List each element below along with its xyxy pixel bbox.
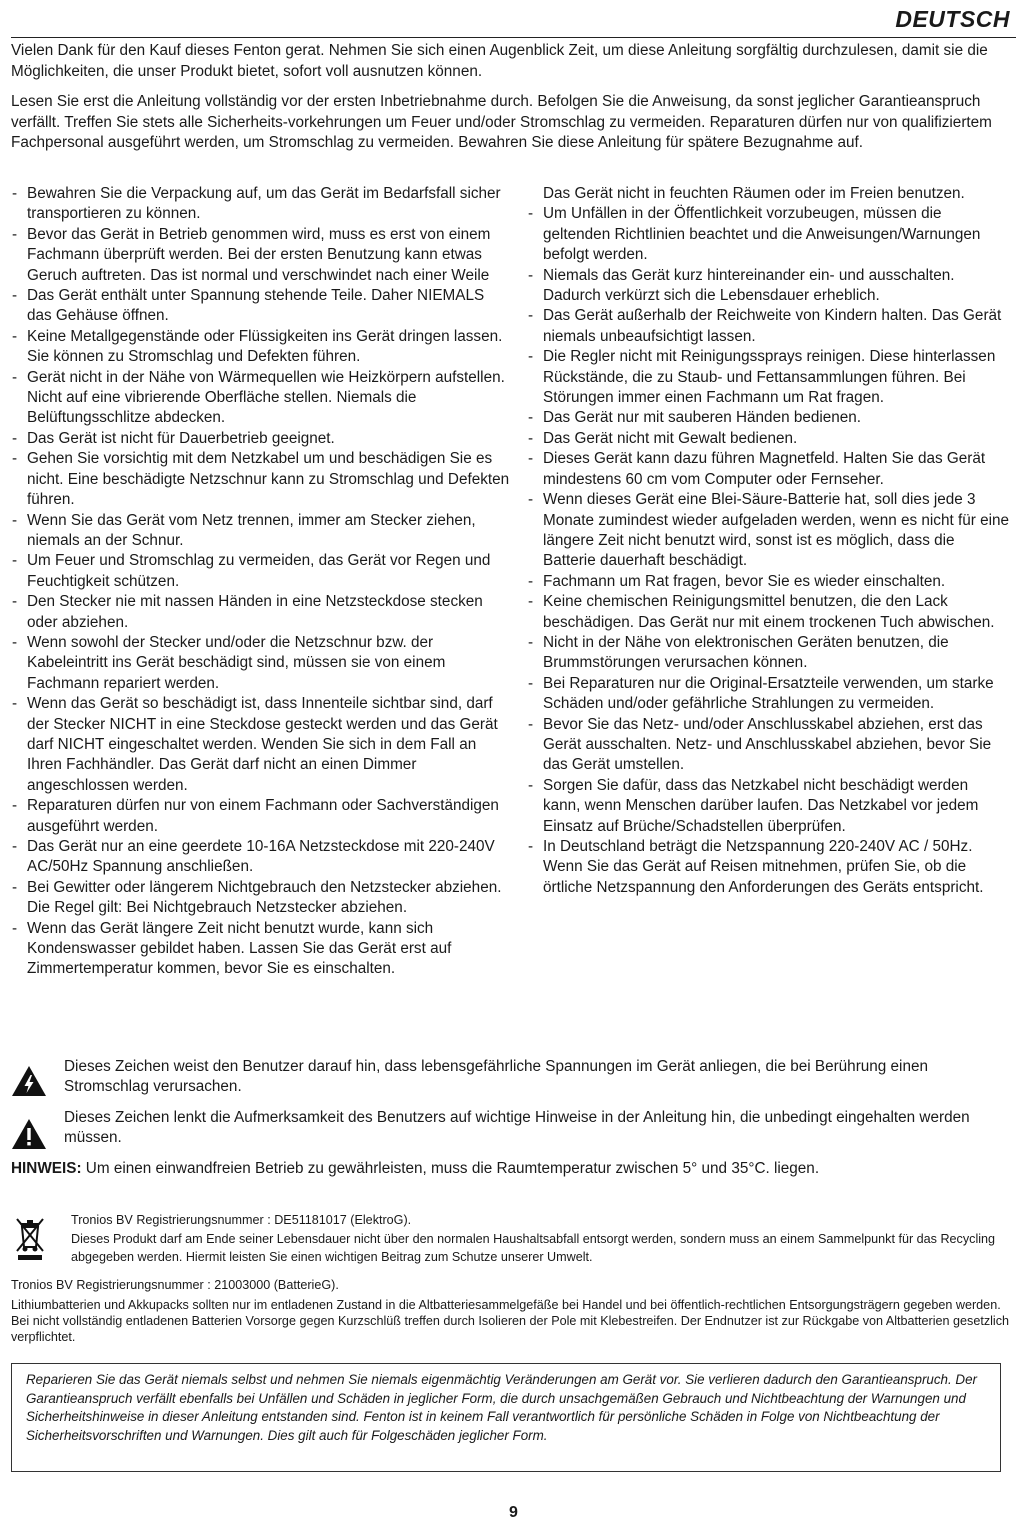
safety-item: - Das Gerät nicht mit Gewalt bedienen. <box>527 429 1009 449</box>
safety-item: - Das Gerät nur mit sauberen Händen bedienen. <box>527 408 1009 428</box>
safety-item: - Reparaturen dürfen nur von einem Fachmann oder Sachverständigen ausgeführt werden. <box>11 796 511 837</box>
battery-disposal-text: Lithiumbatterien und Akkupacks sollten nur im entladenen Zustand in die Altbatteriesammelgefäße bei Handel und bei öffentlich-rechtlichen Entsorgungsträgern gegeben werden. Bei nicht vollständig entladenen Batterien Vorsorge gegen Kurzschlüß treffen durch Isolieren der Pole mit Klebestreifen. Der Endnutzer ist zur Rückgabe von Altbatterien gesetzlich verpflichtet. <box>11 1298 1010 1345</box>
crossed-bin-icon <box>15 1215 45 1261</box>
voltage-warning-text: Dieses Zeichen weist den Benutzer darauf hin, dass lebensgefährliche Spannungen im Gerät anliegen, die bei Berührung einen Stromschlag verursachen. <box>64 1058 928 1096</box>
safety-item: - Wenn sowohl der Stecker und/oder die Netzschnur bzw. der Kabeleintritt ins Gerät beschädigt sind, müssen sie von einem Fachmann repariert werden. <box>11 633 511 694</box>
header-divider <box>11 37 1016 38</box>
language-heading: DEUTSCH <box>895 6 1010 32</box>
safety-item: - Nicht in der Nähe von elektronischen Geräten benutzen, die Brummstörungen verursachen können. <box>527 633 1009 674</box>
safety-item: - Um Feuer und Stromschlag zu vermeiden, das Gerät vor Regen und Feuchtigkeit schützen. <box>11 551 511 592</box>
safety-item: - Bevor das Gerät in Betrieb genommen wird, muss es erst von einem Fachmann überprüft werden. Bei der ersten Benutzung kann etwas Geruch auftreten. Das ist normal und verschwindet nach einer Weile <box>11 225 511 286</box>
intro-paragraph: Vielen Dank für den Kauf dieses Fenton gerat. Nehmen Sie sich einen Augenblick Zeit, um diese Anleitung sorgfältig durchzulesen, damit sie die Möglichkeiten, die unser Produkt bietet, sofort voll ausnutzen können. <box>11 42 988 80</box>
note-text: Um einen einwandfreien Betrieb zu gewährleisten, muss die Raumtemperatur zwischen 5° und 35°C. liegen. <box>81 1160 820 1177</box>
safety-item: - Wenn Sie das Gerät vom Netz trennen, immer am Stecker ziehen, niemals an der Schnur. <box>11 511 511 552</box>
safety-item: - Keine chemischen Reinigungsmittel benutzen, die den Lack beschädigen. Das Gerät nur mit einem trockenen Tuch abwischen. <box>527 592 1009 633</box>
attention-warning-text: Dieses Zeichen lenkt die Aufmerksamkeit des Benutzers auf wichtige Hinweise in der Anleitung hin, die unbedingt eingehalten werden müssen. <box>64 1109 970 1147</box>
safety-item: - Das Gerät außerhalb der Reichweite von Kindern halten. Das Gerät niemals unbeaufsichtigt lassen. <box>527 306 1009 347</box>
weee-text <box>71 1211 1011 1267</box>
safety-item: - Bewahren Sie die Verpackung auf, um das Gerät im Bedarfsfall sicher transportieren zu können. <box>11 184 511 225</box>
warranty-disclaimer-text: Reparieren Sie das Gerät niemals selbst und nehmen Sie niemals eigenmächtig Veränderungen am Gerät vor. Sie verlieren dadurch den Garantieanspruch. Der Garantieanspruch verfällt ebenfalls bei Unfällen und Schäden in jeglicher Form, die durch unsachgemäßen Gebrauch und Nichtbeachtung der Warnungen und Sicherheitshinweise in dieser Anleitung entstanden sind. Fenton ist in keinem Fall verantwortlich für persönliche Schäden in Folge von Nichtbeachtung der Sicherheitsvorschriften und Warnungen. Dies gilt auch für Folgeschäden jeglicher Form. <box>26 1372 978 1443</box>
weee-registration: Tronios BV Registrierungsnummer : DE51181017 (ElektroG). <box>71 1213 412 1227</box>
safety-item: - Wenn dieses Gerät eine Blei-Säure-Batterie hat, soll dies jede 3 Monate zumindest wieder aufgeladen werden, wenn es nicht für eine längere Zeit nicht benutzt wird, sonst ist es möglich, dass die Batterie dauerhaft beschädigt. <box>527 490 1009 572</box>
safety-item: - Das Gerät nur an eine geerdete 10-16A Netzsteckdose mit 220-240V AC/50Hz Spannung anschließen. <box>11 837 511 878</box>
safety-item: - Das Gerät enthält unter Spannung stehende Teile. Daher NIEMALS das Gehäuse öffnen. <box>11 286 511 327</box>
safety-item: - Bei Reparaturen nur die Original-Ersatzteile verwenden, um starke Schäden und/oder gefährliche Strahlungen zu vermeiden. <box>527 674 1009 715</box>
safety-item-continuation: Das Gerät nicht in feuchten Räumen oder im Freien benutzen. <box>543 185 965 202</box>
safety-item: - Die Regler nicht mit Reinigungssprays reinigen. Diese hinterlassen Rückstände, die zu Staub- und Fettansammlungen führen. Bei Störungen immer einen Fachmann um Rat fragen. <box>527 347 1009 408</box>
safety-item: - Wenn das Gerät so beschädigt ist, dass Innenteile sichtbar sind, darf der Stecker NICHT in eine Steckdose gesteckt werden und das Gerät darf NICHT eingeschaltet werden. Wenden Sie sich in dem Fall an Ihren Fachhändler. Das Gerät darf nicht an einen Dimmer angeschlossen werden. <box>11 694 511 796</box>
battery-registration: Tronios BV Registrierungsnummer : 21003000 (BatterieG). <box>11 1278 339 1292</box>
safety-item: - Sorgen Sie dafür, dass das Netzkabel nicht beschädigt werden kann, wenn Menschen darüber laufen. Das Netzkabel vor jedem Einsatz auf Brüche/Schadstellen überprüfen. <box>527 776 1009 837</box>
safety-item: - Gerät nicht in der Nähe von Wärmequellen wie Heizkörpern aufstellen. Nicht auf eine vibrierende Oberfläche stellen. Niemals die Belüftungsschlitze abdecken. <box>11 368 511 429</box>
safety-list-left <box>11 184 511 980</box>
page-number: 9 <box>509 1504 518 1521</box>
temperature-note <box>11 1159 1001 1179</box>
safety-item: - Den Stecker nie mit nassen Händen in eine Netzsteckdose stecken oder abziehen. <box>11 592 511 633</box>
warranty-disclaimer-box <box>11 1363 1001 1472</box>
safety-item: - Dieses Gerät kann dazu führen Magnetfeld. Halten Sie das Gerät mindestens 60 cm vom Computer oder Fernseher. <box>527 449 1009 490</box>
safety-list-right <box>527 184 1009 898</box>
intro-paragraph: Lesen Sie erst die Anleitung vollständig vor der ersten Inbetriebnahme durch. Befolgen Sie die Anweisung, da sonst jeglicher Garantieanspruch verfällt. Treffen Sie stets alle Sicherheits-vorkehrungen um Feuer und/oder Stromschlag zu vermeiden. Reparaturen dürfen nur von qualifiziertem Fachpersonal ausgeführt werden, um Stromschlag zu vermeiden. Bewahren Sie diese Anleitung für spätere Bezugnahme auf. <box>11 93 992 151</box>
lightning-warning-icon <box>11 1065 47 1097</box>
safety-item: - Das Gerät ist nicht für Dauerbetrieb geeignet. <box>11 429 511 449</box>
safety-item: - Gehen Sie vorsichtig mit dem Netzkabel um und beschädigen Sie es nicht. Eine beschädigte Netzschnur kann zu Stromschlag und Defekten führen. <box>11 449 511 510</box>
safety-item: - Fachmann um Rat fragen, bevor Sie es wieder einschalten. <box>527 572 1009 592</box>
manual-page <box>11 0 1016 1526</box>
exclamation-warning-icon <box>11 1118 47 1150</box>
safety-item: - Niemals das Gerät kurz hintereinander ein- und ausschalten. Dadurch verkürzt sich die Lebensdauer erheblich. <box>527 266 1009 307</box>
safety-item: - Um Unfällen in der Öffentlichkeit vorzubeugen, müssen die geltenden Richtlinien beachtet und die Anweisungen/Warnungen befolgt werden. <box>527 204 1009 265</box>
note-label: HINWEIS: <box>11 1160 82 1177</box>
safety-item: - Bei Gewitter oder längerem Nichtgebrauch den Netzstecker abziehen. Die Regel gilt: Bei Nichtgebrauch Netzstecker abziehen. <box>11 878 511 919</box>
safety-item: - Keine Metallgegenstände oder Flüssigkeiten ins Gerät dringen lassen. Sie können zu Stromschlag und Defekten führen. <box>11 327 511 368</box>
safety-item: - In Deutschland beträgt die Netzspannung 220-240V AC / 50Hz. Wenn Sie das Gerät auf Reisen mitnehmen, prüfen Sie, ob die örtliche Netzspannung den Anforderungen des Geräts entspricht. <box>527 837 1009 898</box>
safety-item: - Wenn das Gerät längere Zeit nicht benutzt wurde, kann sich Kondenswasser gebildet haben. Lassen Sie das Gerät erst auf Zimmertemperatur kommen, bevor Sie es einschalten. <box>11 919 511 980</box>
weee-disposal-text: Dieses Produkt darf am Ende seiner Lebensdauer nicht über den normalen Haushaltsabfall entsorgt werden, sondern muss an einem Sammelpunkt für das Recycling abgegeben werden. Hiermit leisten Sie einen wichtigen Beitrag zum Schutze unserer Umwelt. <box>71 1231 996 1264</box>
safety-item: - Bevor Sie das Netz- und/oder Anschlusskabel abziehen, erst das Gerät ausschalten. Netz- und Anschlusskabel abziehen, bevor Sie das Gerät umstellen. <box>527 715 1009 776</box>
